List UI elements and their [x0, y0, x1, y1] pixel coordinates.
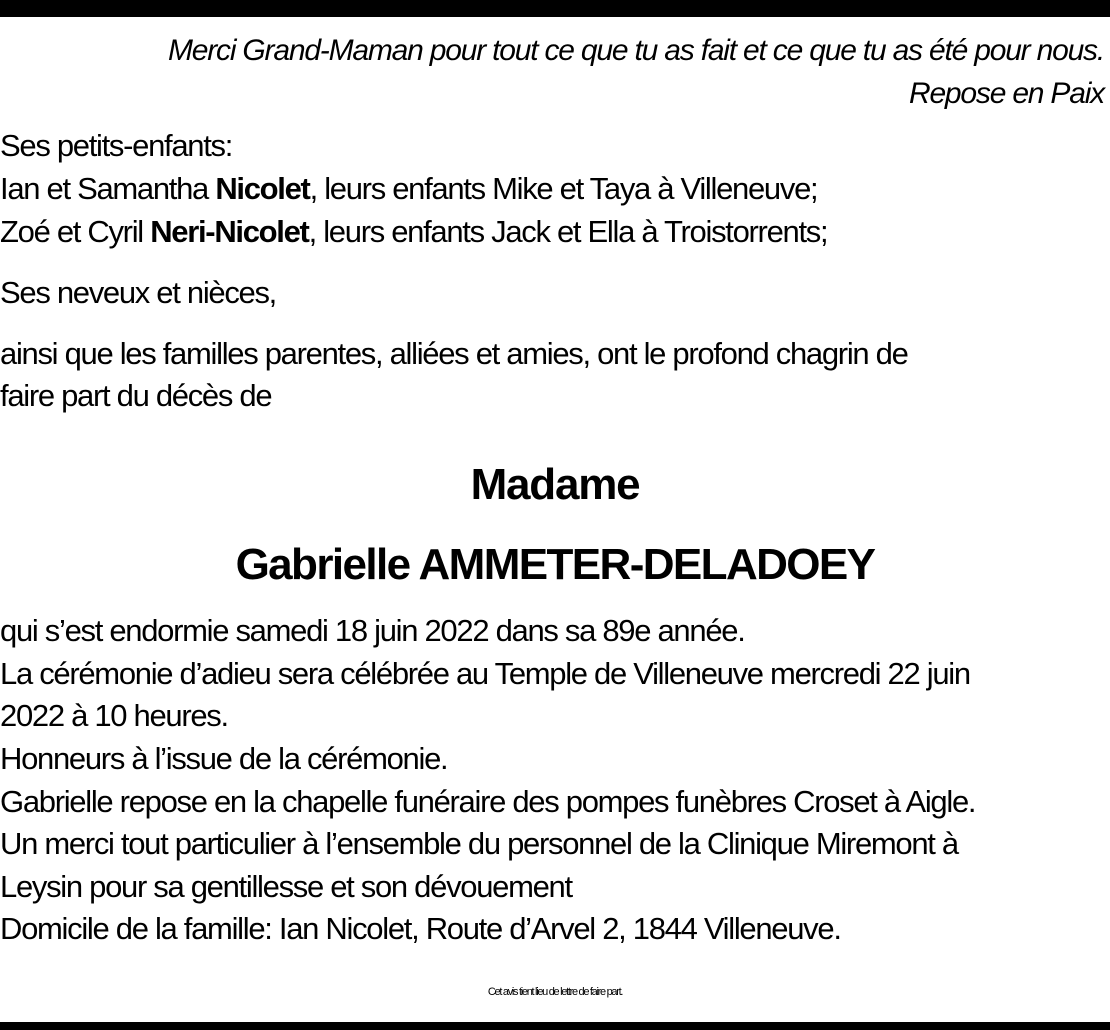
top-border-rule [0, 0, 1110, 17]
detail-line-5: Gabrielle repose en la chapelle funéraire des pompes funèbres Croset à Aigle. [0, 784, 976, 819]
epigraph-line-1: Merci Grand-Maman pour tout ce que tu as fait et ce que tu as été pour nous. [167, 34, 1104, 67]
epigraph-line-2: Repose en Paix [908, 77, 1104, 110]
family-2-details: , leurs enfants Jack et Ella à Troistorrents; [308, 214, 828, 249]
announcement-line-2: faire part du décès de [0, 378, 272, 413]
family-2-first-names: Zoé et Cyril [0, 214, 151, 249]
bottom-border-rule [0, 1022, 1110, 1030]
detail-line-6: Un merci tout particulier à l’ensemble du personnel de la Clinique Miremont à [0, 826, 958, 861]
detail-line-1: qui s’est endormie samedi 18 juin 2022 dans sa 89e année. [0, 613, 745, 648]
detail-line-3: 2022 à 10 heures. [0, 698, 228, 733]
detail-line-8: Domicile de la famille: Ian Nicolet, Route d’Arvel 2, 1844 Villeneuve. [0, 911, 841, 946]
family-1-details: , leurs enfants Mike et Taya à Villeneuve; [309, 171, 818, 206]
detail-line-2: La cérémonie d’adieu sera célébrée au Temple de Villeneuve mercredi 22 juin [0, 656, 970, 691]
nephews-line: Ses neveux et nièces, [0, 275, 276, 310]
grandchildren-heading: Ses petits-enfants: [0, 128, 233, 163]
closing-line: Cet avis tient lieu de lettre de faire part. [487, 986, 623, 998]
announcement-line-1: ainsi que les familles parentes, alliées et amies, ont le profond chagrin de [0, 336, 908, 371]
detail-line-7: Leysin pour sa gentillesse et son dévouement [0, 869, 572, 904]
family-2-surname: Neri-Nicolet [150, 214, 309, 249]
grandchildren-family-1 [0, 169, 817, 209]
deceased-title: Madame [470, 460, 640, 509]
detail-line-4: Honneurs à l’issue de la cérémonie. [0, 741, 448, 776]
deceased-name: Gabrielle AMMETER-DELADOEY [235, 540, 875, 589]
family-1-first-names: Ian et Samantha [0, 171, 216, 206]
obituary-notice [0, 17, 1110, 1022]
family-1-surname: Nicolet [215, 171, 310, 206]
grandchildren-family-2 [0, 212, 827, 252]
